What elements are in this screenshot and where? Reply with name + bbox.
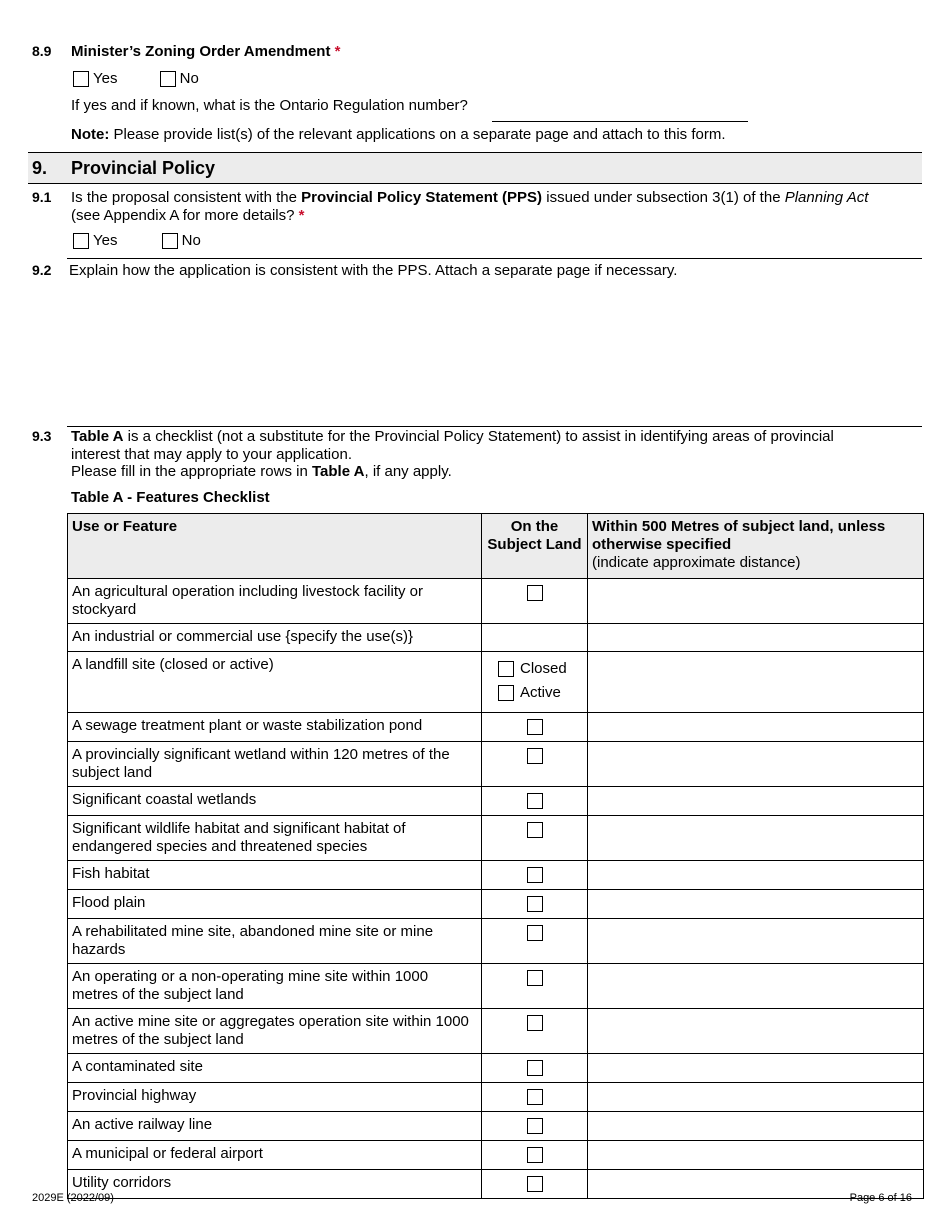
on-subject-land-cell: [482, 890, 588, 919]
table-title: Table A - Features Checklist: [71, 489, 270, 506]
regulation-question: If yes and if known, what is the Ontario Regulation number?: [71, 97, 468, 114]
feature-label: An operating or a non-operating mine site within 1000 metres of the subject land: [68, 964, 482, 1009]
feature-label: A contaminated site: [68, 1054, 482, 1083]
required-marker: *: [334, 43, 341, 60]
table-row: [68, 861, 924, 890]
option-closed[interactable]: [498, 660, 583, 678]
on-subject-land-checkbox[interactable]: [527, 585, 543, 601]
table-row: [68, 1054, 924, 1083]
table-row: [68, 1141, 924, 1170]
yes-checkbox[interactable]: [73, 233, 89, 249]
yes-label: Yes: [93, 70, 118, 87]
q91-text-3: issued under subsection 3(1) of the: [542, 189, 785, 206]
q91-pps-bold: Provincial Policy Statement (PPS): [301, 189, 543, 206]
on-subject-land-cell: [482, 919, 588, 964]
header-within-500m-text: Within 500 Metres of subject land, unless otherwise specified: [592, 518, 886, 553]
option-yes-8-9[interactable]: [73, 70, 117, 87]
table-row: [68, 919, 924, 964]
table-a-ref: Table A: [311, 463, 365, 480]
question-9-3: [71, 428, 921, 481]
within-500m-input-cell[interactable]: [588, 652, 924, 713]
header-distance-hint: (indicate approximate distance): [592, 554, 801, 571]
on-subject-land-cell: [482, 861, 588, 890]
on-subject-land-cell: [482, 652, 588, 713]
on-subject-land-cell: [482, 1054, 588, 1083]
header-within-500m: [588, 514, 924, 579]
table-row: [68, 1083, 924, 1112]
on-subject-land-checkbox[interactable]: [527, 822, 543, 838]
q93-text-3: interest that may apply to your application.: [71, 445, 352, 463]
question-title-8-9: [71, 43, 340, 60]
table-row: [68, 1170, 924, 1199]
q93-text-4: Please fill in the appropriate rows in: [71, 463, 312, 480]
q91-text-5: (see Appendix A for more details?: [71, 207, 295, 224]
within-500m-input-cell[interactable]: [588, 713, 924, 742]
header-use-or-feature: Use or Feature: [68, 514, 482, 579]
feature-label: A landfill site (closed or active): [68, 652, 482, 713]
options-9-1: [73, 232, 201, 253]
q93-text-6: , if any apply.: [364, 463, 452, 480]
note-text: Please provide list(s) of the relevant applications on a separate page and attach to this form.: [109, 126, 726, 143]
on-subject-land-cell: [482, 816, 588, 861]
on-subject-land-checkbox[interactable]: [527, 1015, 543, 1031]
no-checkbox[interactable]: [162, 233, 178, 249]
on-subject-land-cell: [482, 624, 588, 652]
table-row: [68, 579, 924, 624]
table-row: [68, 652, 924, 713]
on-subject-land-cell: [482, 579, 588, 624]
on-subject-land-cell: [482, 1141, 588, 1170]
within-500m-input-cell[interactable]: [588, 1009, 924, 1054]
within-500m-input-cell[interactable]: [588, 579, 924, 624]
closed-checkbox[interactable]: [498, 661, 514, 677]
within-500m-input-cell[interactable]: [588, 1054, 924, 1083]
within-500m-input-cell[interactable]: [588, 890, 924, 919]
table-body: [68, 579, 924, 1199]
within-500m-input-cell[interactable]: [588, 742, 924, 787]
landfill-options: [486, 660, 583, 702]
option-active[interactable]: [498, 684, 583, 702]
on-subject-land-checkbox[interactable]: [527, 896, 543, 912]
table-row: [68, 624, 924, 652]
feature-label: Significant coastal wetlands: [68, 787, 482, 816]
feature-label: Fish habitat: [68, 861, 482, 890]
pps-explanation-textarea[interactable]: [67, 282, 926, 426]
on-subject-land-checkbox[interactable]: [527, 1176, 543, 1192]
on-subject-land-cell: [482, 1170, 588, 1199]
within-500m-input-cell[interactable]: [588, 816, 924, 861]
on-subject-land-checkbox[interactable]: [527, 925, 543, 941]
feature-label: An industrial or commercial use {specify the use(s)}: [68, 624, 482, 652]
section-number-9-2: 9.2: [32, 262, 52, 278]
option-no-9-1[interactable]: [162, 232, 201, 249]
closed-label: Closed: [520, 660, 567, 677]
within-500m-input-cell[interactable]: [588, 919, 924, 964]
options-8-9: [73, 70, 199, 91]
on-subject-land-cell: [482, 1083, 588, 1112]
on-subject-land-cell: [482, 1009, 588, 1054]
required-marker: *: [298, 207, 305, 224]
section-number-9-1: 9.1: [32, 189, 52, 205]
section-9-header: [28, 152, 922, 184]
table-header-row: [68, 514, 924, 579]
on-subject-land-checkbox[interactable]: [527, 1060, 543, 1076]
on-subject-land-checkbox[interactable]: [527, 867, 543, 883]
on-subject-land-checkbox[interactable]: [527, 748, 543, 764]
on-subject-land-checkbox[interactable]: [527, 1089, 543, 1105]
table-row: [68, 742, 924, 787]
within-500m-input-cell[interactable]: [588, 964, 924, 1009]
on-subject-land-cell: [482, 1112, 588, 1141]
option-yes-9-1[interactable]: [73, 232, 117, 249]
table-row: [68, 713, 924, 742]
regulation-number-input[interactable]: [492, 100, 748, 122]
feature-label: Significant wildlife habitat and significant habitat of endangered species and threatened species: [68, 816, 482, 861]
on-subject-land-cell: [482, 713, 588, 742]
question-9-1: [71, 189, 911, 225]
on-subject-land-checkbox[interactable]: [527, 793, 543, 809]
feature-label: A provincially significant wetland within 120 metres of the subject land: [68, 742, 482, 787]
feature-label: Utility corridors: [68, 1170, 482, 1199]
option-no-8-9[interactable]: [160, 70, 199, 87]
section-number: 9.: [32, 158, 48, 178]
q91-planning-act: Planning Act: [784, 189, 869, 206]
q93-text-2: is a checklist (not a substitute for the Provincial Policy Statement) to assist in identifying areas of provincial: [123, 428, 834, 445]
no-label: No: [179, 70, 199, 87]
feature-label: A municipal or federal airport: [68, 1141, 482, 1170]
feature-label: An active railway line: [68, 1112, 482, 1141]
on-subject-land-cell: [482, 787, 588, 816]
table-row: [68, 1112, 924, 1141]
section-title: Provincial Policy: [71, 158, 216, 178]
form-id: 2029E (2022/09): [32, 1192, 114, 1204]
table-row: [68, 787, 924, 816]
on-subject-land-cell: [482, 964, 588, 1009]
divider: [67, 426, 922, 427]
question-title-text: Minister’s Zoning Order Amendment: [71, 43, 331, 60]
feature-label: Flood plain: [68, 890, 482, 919]
section-number-8-9: 8.9: [32, 43, 52, 59]
table-row: [68, 890, 924, 919]
q91-text-1: Is the proposal consistent with the: [71, 189, 302, 206]
feature-label: An agricultural operation including livestock facility or stockyard: [68, 579, 482, 624]
on-subject-land-checkbox[interactable]: [527, 719, 543, 735]
question-9-2: Explain how the application is consistent with the PPS. Attach a separate page if necessary.: [69, 262, 678, 279]
within-500m-input-cell[interactable]: [588, 1112, 924, 1141]
on-subject-land-checkbox[interactable]: [527, 970, 543, 986]
within-500m-input-cell[interactable]: [588, 1083, 924, 1112]
header-on-subject-land: On the Subject Land: [482, 514, 588, 579]
on-subject-land-checkbox[interactable]: [527, 1118, 543, 1134]
within-500m-input-cell[interactable]: [588, 1141, 924, 1170]
feature-label: An active mine site or aggregates operation site within 1000 metres of the subject land: [68, 1009, 482, 1054]
feature-label: A rehabilitated mine site, abandoned mine site or mine hazards: [68, 919, 482, 964]
yes-label: Yes: [93, 232, 118, 249]
yes-checkbox[interactable]: [73, 71, 89, 87]
on-subject-land-checkbox[interactable]: [527, 1147, 543, 1163]
section-number-9-3: 9.3: [32, 428, 52, 444]
active-label: Active: [520, 684, 561, 701]
note-label: Note:: [71, 126, 110, 143]
feature-label: Provincial highway: [68, 1083, 482, 1112]
table-row: [68, 964, 924, 1009]
within-500m-input-cell[interactable]: [588, 624, 924, 652]
divider: [67, 258, 922, 259]
table-row: [68, 816, 924, 861]
no-label: No: [181, 232, 201, 249]
on-subject-land-cell: [482, 742, 588, 787]
within-500m-input-cell[interactable]: [588, 787, 924, 816]
feature-label: A sewage treatment plant or waste stabilization pond: [68, 713, 482, 742]
table-row: [68, 1009, 924, 1054]
page-number: Page 6 of 16: [849, 1192, 912, 1204]
no-checkbox[interactable]: [160, 71, 176, 87]
features-checklist-table: [67, 513, 924, 1199]
within-500m-input-cell[interactable]: [588, 861, 924, 890]
table-a-ref: Table A: [71, 428, 124, 445]
active-checkbox[interactable]: [498, 685, 514, 701]
note-8-9: [71, 126, 726, 143]
